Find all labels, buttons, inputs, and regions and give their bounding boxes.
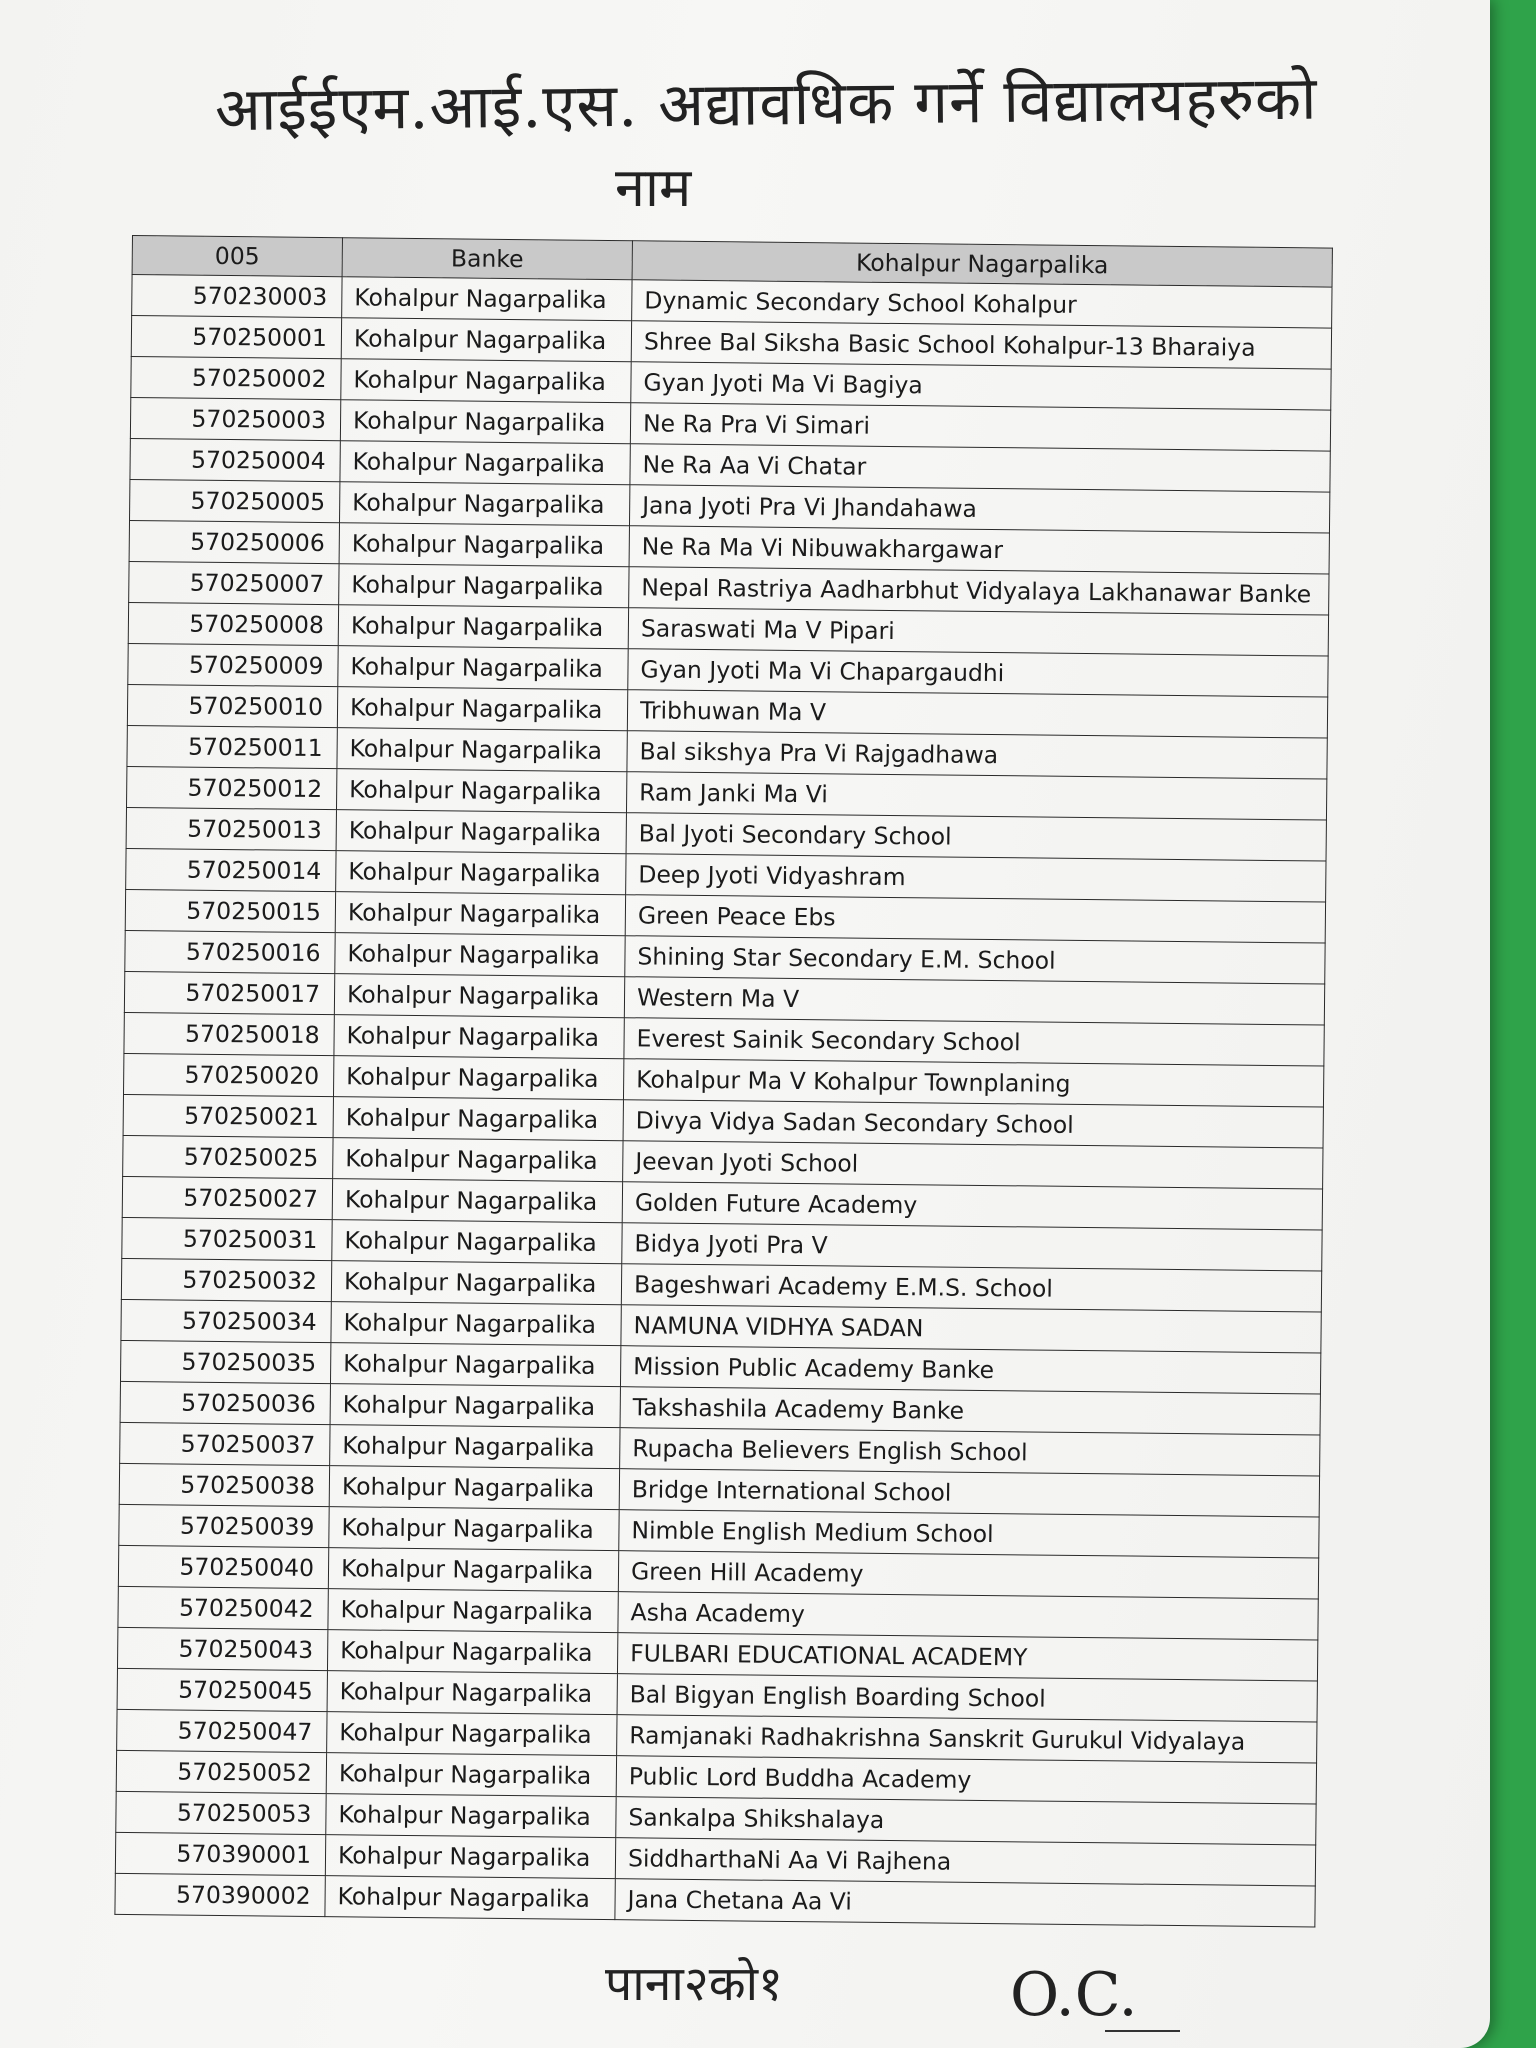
school-name-cell: Bal Bigyan English Boarding School <box>617 1674 1317 1722</box>
school-name-cell: Divya Vidya Sadan Secondary School <box>623 1100 1323 1148</box>
school-code-cell: 570250013 <box>126 807 336 850</box>
municipality-cell: Kohalpur Nagarpalika <box>340 441 630 485</box>
municipality-cell: Kohalpur Nagarpalika <box>328 1548 618 1592</box>
municipality-cell: Kohalpur Nagarpalika <box>326 1794 616 1838</box>
municipality-cell: Kohalpur Nagarpalika <box>338 605 628 649</box>
school-list-table-container <box>114 235 1332 1927</box>
school-code-cell: 570250038 <box>119 1463 329 1506</box>
school-code-cell: 570250003 <box>130 397 340 440</box>
school-name-cell: Dynamic Secondary School Kohalpur <box>632 280 1332 328</box>
signature-underline <box>1105 2030 1180 2032</box>
handwritten-heading: आईईएम.आई.एस. अद्यावधिक गर्ने विद्यालयहरुको <box>214 63 1318 146</box>
school-name-cell: Everest Sainik Secondary School <box>624 1018 1324 1066</box>
school-name-cell: Rupacha Believers English School <box>620 1428 1320 1476</box>
handwritten-heading-line2: नाम <box>615 156 692 219</box>
school-name-cell: Shining Star Secondary E.M. School <box>625 936 1325 984</box>
municipality-cell: Kohalpur Nagarpalika <box>330 1343 620 1387</box>
municipality-cell: Kohalpur Nagarpalika <box>336 810 626 854</box>
school-code-cell: 570250018 <box>124 1012 334 1055</box>
school-code-cell: 570250009 <box>128 643 338 686</box>
school-name-cell: Nimble English Medium School <box>619 1510 1319 1558</box>
school-code-cell: 570250010 <box>127 684 337 727</box>
school-name-cell: Jana Jyoti Pra Vi Jhandahawa <box>629 485 1329 533</box>
municipality-cell: Kohalpur Nagarpalika <box>338 646 628 690</box>
school-name-cell: Gyan Jyoti Ma Vi Chapargaudhi <box>628 649 1328 697</box>
school-name-cell: SiddharthaNi Aa Vi Rajhena <box>615 1838 1315 1886</box>
school-code-cell: 570250002 <box>131 356 341 399</box>
school-name-cell: Green Peace Ebs <box>625 895 1325 943</box>
school-code-cell: 570250042 <box>118 1586 328 1629</box>
municipality-cell: Kohalpur Nagarpalika <box>329 1466 619 1510</box>
school-code-cell: 570250031 <box>122 1217 332 1260</box>
municipality-cell: Kohalpur Nagarpalika <box>340 400 630 444</box>
school-name-cell: Ne Ra Pra Vi Simari <box>630 403 1330 451</box>
school-code-cell: 570250052 <box>116 1750 326 1793</box>
school-code-cell: 570250025 <box>123 1135 333 1178</box>
municipality-cell: Kohalpur Nagarpalika <box>331 1302 621 1346</box>
school-name-cell: Nepal Rastriya Aadharbhut Vidyalaya Lakhanawar Banke <box>629 567 1329 615</box>
municipality-cell: Kohalpur Nagarpalika <box>327 1671 617 1715</box>
municipality-cell: Kohalpur Nagarpalika <box>327 1630 617 1674</box>
school-name-cell: Bal sikshya Pra Vi Rajgadhawa <box>627 731 1327 779</box>
school-code-cell: 570250016 <box>125 930 335 973</box>
school-code-cell: 570250004 <box>130 438 340 481</box>
school-code-cell: 570230003 <box>132 275 342 318</box>
school-name-cell: FULBARI EDUCATIONAL ACADEMY <box>617 1633 1317 1681</box>
municipality-cell: Kohalpur Nagarpalika <box>333 1097 623 1141</box>
school-name-cell: Sankalpa Shikshalaya <box>616 1797 1316 1845</box>
municipality-cell: Kohalpur Nagarpalika <box>333 1138 623 1182</box>
school-code-cell: 570250007 <box>129 561 339 604</box>
initials-signature: O.C. <box>1010 1960 1138 2030</box>
school-code-cell: 570250011 <box>127 725 337 768</box>
school-name-cell: Saraswati Ma V Pipari <box>628 608 1328 656</box>
school-code-cell: 570250001 <box>131 316 341 359</box>
school-code-cell: 570250039 <box>119 1504 329 1547</box>
school-name-cell: Tribhuwan Ma V <box>627 690 1327 738</box>
school-name-cell: Bal Jyoti Secondary School <box>626 813 1326 861</box>
municipality-cell: Kohalpur Nagarpalika <box>341 318 631 362</box>
school-code-cell: 570250032 <box>121 1258 331 1301</box>
municipality-cell: Kohalpur Nagarpalika <box>333 1056 623 1100</box>
school-name-cell: Golden Future Academy <box>622 1182 1322 1230</box>
school-code-cell: 570250043 <box>117 1627 327 1670</box>
page-number-note: पाना२को१ <box>605 1956 783 2012</box>
school-code-cell: 570250034 <box>121 1299 331 1342</box>
school-name-cell: Green Hill Academy <box>618 1551 1318 1599</box>
municipality-cell: Kohalpur Nagarpalika <box>334 1015 624 1059</box>
school-list-table <box>114 235 1333 1927</box>
school-code-cell: 570250020 <box>123 1053 333 1096</box>
municipality-cell: Kohalpur Nagarpalika <box>337 728 627 772</box>
school-name-cell: Ne Ra Ma Vi Nibuwakhargawar <box>629 526 1329 574</box>
school-code-cell: 570250047 <box>117 1709 327 1752</box>
municipality-cell: Kohalpur Nagarpalika <box>334 974 624 1018</box>
school-name-cell: Ne Ra Aa Vi Chatar <box>630 444 1330 492</box>
municipality-cell: Kohalpur Nagarpalika <box>337 687 627 731</box>
municipality-cell: Kohalpur Nagarpalika <box>339 482 629 526</box>
school-code-cell: 570250021 <box>123 1094 333 1137</box>
municipality-cell: Kohalpur Nagarpalika <box>332 1179 622 1223</box>
school-name-cell: Deep Jyoti Vidyashram <box>626 854 1326 902</box>
school-name-cell: Takshashila Academy Banke <box>620 1387 1320 1435</box>
municipality-cell: Kohalpur Nagarpalika <box>331 1261 621 1305</box>
municipality-cell: Kohalpur Nagarpalika <box>327 1712 617 1756</box>
table-body <box>115 275 1332 1927</box>
school-name-cell: Ram Janki Ma Vi <box>626 772 1326 820</box>
header-municipality: Kohalpur Nagarpalika <box>632 241 1332 287</box>
municipality-cell: Kohalpur Nagarpalika <box>335 933 625 977</box>
municipality-cell: Kohalpur Nagarpalika <box>325 1876 615 1920</box>
school-code-cell: 570250012 <box>127 766 337 809</box>
municipality-cell: Kohalpur Nagarpalika <box>335 892 625 936</box>
school-name-cell: Public Lord Buddha Academy <box>616 1756 1316 1804</box>
municipality-cell: Kohalpur Nagarpalika <box>339 564 629 608</box>
school-name-cell: Kohalpur Ma V Kohalpur Townplaning <box>623 1059 1323 1107</box>
school-code-cell: 570250015 <box>125 889 335 932</box>
school-name-cell: Gyan Jyoti Ma Vi Bagiya <box>631 362 1331 410</box>
school-name-cell: Ramjanaki Radhakrishna Sanskrit Gurukul Vidyalaya <box>617 1715 1317 1763</box>
school-code-cell: 570250045 <box>117 1668 327 1711</box>
municipality-cell: Kohalpur Nagarpalika <box>332 1220 622 1264</box>
municipality-cell: Kohalpur Nagarpalika <box>325 1835 615 1879</box>
municipality-cell: Kohalpur Nagarpalika <box>329 1507 619 1551</box>
municipality-cell: Kohalpur Nagarpalika <box>330 1425 620 1469</box>
school-code-cell: 570250040 <box>118 1545 328 1588</box>
municipality-cell: Kohalpur Nagarpalika <box>339 523 629 567</box>
school-code-cell: 570250014 <box>126 848 336 891</box>
school-code-cell: 570250005 <box>130 479 340 522</box>
municipality-cell: Kohalpur Nagarpalika <box>336 769 626 813</box>
school-code-cell: 570250035 <box>120 1340 330 1383</box>
school-name-cell: Jeevan Jyoti School <box>623 1141 1323 1189</box>
header-district: Banke <box>342 238 632 280</box>
school-code-cell: 570250017 <box>124 971 334 1014</box>
school-name-cell: NAMUNA VIDHYA SADAN <box>621 1305 1321 1353</box>
school-code-cell: 570390002 <box>115 1873 325 1916</box>
school-code-cell: 570250037 <box>120 1422 330 1465</box>
header-code: 005 <box>132 236 342 277</box>
municipality-cell: Kohalpur Nagarpalika <box>342 277 632 321</box>
municipality-cell: Kohalpur Nagarpalika <box>330 1384 620 1428</box>
school-name-cell: Jana Chetana Aa Vi <box>615 1879 1315 1927</box>
school-code-cell: 570250036 <box>120 1381 330 1424</box>
school-code-cell: 570250006 <box>129 520 339 563</box>
municipality-cell: Kohalpur Nagarpalika <box>326 1753 616 1797</box>
municipality-cell: Kohalpur Nagarpalika <box>328 1589 618 1633</box>
school-name-cell: Bageshwari Academy E.M.S. School <box>621 1264 1321 1312</box>
school-code-cell: 570390001 <box>115 1832 325 1875</box>
municipality-cell: Kohalpur Nagarpalika <box>341 359 631 403</box>
school-name-cell: Asha Academy <box>618 1592 1318 1640</box>
school-code-cell: 570250053 <box>116 1791 326 1834</box>
school-name-cell: Shree Bal Siksha Basic School Kohalpur-13 Bharaiya <box>631 321 1331 369</box>
school-name-cell: Bidya Jyoti Pra V <box>622 1223 1322 1271</box>
school-name-cell: Bridge International School <box>619 1469 1319 1517</box>
municipality-cell: Kohalpur Nagarpalika <box>336 851 626 895</box>
school-code-cell: 570250027 <box>122 1176 332 1219</box>
school-name-cell: Western Ma V <box>624 977 1324 1025</box>
school-code-cell: 570250008 <box>128 602 338 645</box>
school-name-cell: Mission Public Academy Banke <box>620 1346 1320 1394</box>
